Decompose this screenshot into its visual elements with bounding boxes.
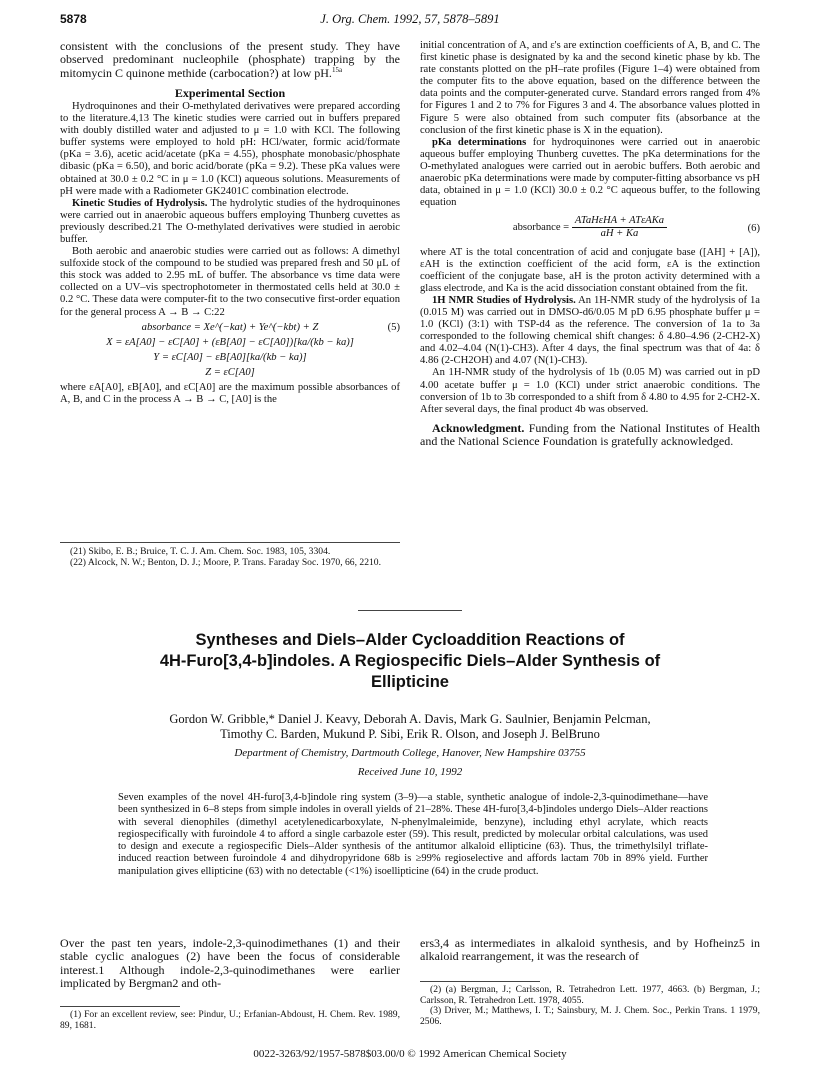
affiliation: Department of Chemistry, Dartmouth College, Hanover, New Hampshire 03755 bbox=[234, 747, 586, 759]
equation-line: X = εA[A0] − εC[A0] + (εB[A0] − εC[A0])[ka/(kb − ka)] bbox=[106, 336, 354, 348]
body-right: ers3,4 as intermediates in alkaloid synthesis, and by Hofheinz5 in alkaloid rearrangement, it was the research of bbox=[420, 936, 760, 964]
footnote: (2) (a) Bergman, J.; Carlsson, R. Tetrahedron Lett. 1977, 4663. (b) Bergman, J.; Carlsson, R. Tetrahedron Lett. 1978, 4055. bbox=[420, 984, 760, 1006]
received-date: Received June 10, 1992 bbox=[357, 766, 463, 778]
intro-paragraph: consistent with the conclusions of the present study. They have observed predominant nucleophile (phosphate) trapping by the mitomycin C quinone methide (carbocation?) at low pH.$^{15a}$ bbox=[60, 39, 400, 80]
equation-line: Z = εC[A0] bbox=[205, 366, 255, 378]
abstract: Seven examples of the novel 4H-furo[3,4-b]indole ring system (3–9)—a stable, synthetic analogue of indole-2,3-quinodimethane—have been synthesized in 6–8 steps from simple indoles in overall yields of 21–28%. These 4H-furo[3,4-b]indoles undergo Diels–Alder reactions with several dienophiles (dimethyl acetylenedicarboxylate, N-phenylmaleimide, benzyne), including ethyl acrylate, which reacts regiospecifically with furoindole 4 to afford a single carbazole ester (59). This result, predicted by molecular orbital calculations, was used to design and execute a regiospecific Diels–Alder synthesis of the antitumor alkaloid ellipticine (63). Thus, the trimethylsilyl triflate-induced reaction between furoindole 4 and dihydropyridone 68b is ≥99% regioselective and affords lactam 70b in 89% yield. Further manipulation gives ellipticine (63) with no detectable (<1%) isoellipticine (64) in the crude product. bbox=[118, 792, 708, 877]
left-column bbox=[60, 40, 400, 406]
running-header bbox=[60, 12, 760, 28]
paragraph: Hydroquinones and their O-methylated derivatives were prepared according to the literature.4,13 The kinetic studies were carried out in buffers prepared with doubly distilled water and adjusted to μ = 1.0 with KCl. The following buffer systems were employed to hold pH: HCl/water, formic acid/formate (pKa = 3.6), acetic acid/acetate (pKa = 4.55), phosphate monobasic/phosphate dibasic (pKa = 6.50), and boric acid/borate (pKa = 9.2). These pKa values were obtained at 30.0 ± 0.2 °C in μ = 1.0 (KCl) aqueous solutions. Measurements of pH were made with a Radiometer GK2401C combination electrode. bbox=[60, 100, 400, 197]
article-separator bbox=[358, 610, 462, 611]
page-number: 5878 bbox=[60, 12, 87, 26]
paragraph: 1H NMR Studies of Hydrolysis. An 1H-NMR study of the hydrolysis of 1a (0.015 M) was carried out in DMSO-d6/0.05 M pD 6.95 phosphate buffer μ = 1.0 (KCl) (3:1) with TSP-d4 as the reference. The conversion of 1a to 3a corresponded to the following chemical shift changes: δ 4.80–4.96 (2-CH2-X) and 4.02–4.04 (N(1)-CH3). After 4 days, the final spectrum was that of 4a: δ 4.86 (2-CH2OH) and 4.07 (N(1)-CH3). bbox=[420, 294, 760, 367]
paragraph: pKa determinations for hydroquinones were carried out in anaerobic aqueous buffer employing Thunberg cuvettes. The pKa determinations for the O-methylated analogues were carried out in aerobic buffers. Both aerobic and anaerobic pKa determinations were made by computer-fitting absorbance vs pH data, obtained in μ = 1.0 (KCl) 30.0 ± 0.2 °C aqueous buffer, to the following equation bbox=[420, 136, 760, 209]
footnote-divider bbox=[60, 1006, 180, 1007]
body-left-footnote: (1) For an excellent review, see: Pindur, U.; Erfanian-Abdoust, H. Chem. Rev. 1989, 89, 1681. bbox=[60, 1009, 400, 1031]
equation-number: (5) bbox=[387, 321, 400, 333]
equation-line: Y = εC[A0] − εB[A0][ka/(kb − ka)] bbox=[153, 351, 307, 363]
footnote-divider bbox=[420, 981, 540, 982]
right-column bbox=[420, 40, 760, 449]
equation-6: absorbance = $\frac{\text{ATaHεHA + ATεAKa}}{aH + Ka}$ (6) bbox=[512, 215, 760, 240]
left-footnotes bbox=[60, 547, 400, 568]
paragraph: Kinetic Studies of Hydrolysis. The hydrolytic studies of the hydroquinones were carried out in anaerobic aqueous buffers employing Thunberg cuvettes as previously described.21 The O-methylated derivatives were studied in aerobic buffer. bbox=[60, 197, 400, 246]
footnote: (3) Driver, M.; Matthews, I. T.; Sainsbury, M. J. Chem. Soc., Perkin Trans. 1 1979, 2506. bbox=[420, 1005, 760, 1027]
paragraph: initial concentration of A, and ε's are extinction coefficients of A, B, and C. The first kinetic phase is designated by ka and the second kinetic phase by kb. The rate constants plotted on the pH–rate profiles (Figure 1–4) were obtained from the computer fits to the above equation, based on the difference between the data points and the computer-generated curve. Standard errors ranged from 4% for Figures 1 and 2 to 7% for Figures 3 and 4. The absorbance values plotted in Figure 5 were also obtained from such computer fits (absorbance at the conclusion of the first kinetic phase is X in the equation). bbox=[420, 40, 760, 136]
section-heading: Experimental Section bbox=[174, 85, 286, 100]
article-title: Syntheses and Diels–Alder Cycloaddition Reactions of 4H-Furo[3,4-b]indoles. A Regiospecific Diels–Alder Synthesis of Ellipticine bbox=[159, 631, 661, 691]
body-left: Over the past ten years, indole-2,3-quinodimethanes (1) and their stable cyclic analogues (2) have been the focus of considerable interest.1 Although indole-2,3-quinodimethanes were earlier implicated by Bergman2 and oth- bbox=[60, 936, 400, 991]
footnote: (21) Skibo, E. B.; Bruice, T. C. J. Am. Chem. Soc. 1983, 105, 3304. bbox=[70, 546, 331, 557]
acknowledgment: Acknowledgment. Funding from the National Institutes of Health and the National Science Foundation is gratefully acknowledged. bbox=[420, 420, 761, 449]
paragraph: where εA[A0], εB[A0], and εC[A0] are the maximum possible absorbances of A, B, and C in the process A → B → C, [A0] is the bbox=[60, 382, 400, 406]
journal-citation: J. Org. Chem. 1992, 57, 5878–5891 bbox=[320, 12, 500, 26]
footnote-divider bbox=[60, 542, 400, 543]
footnote: (22) Alcock, N. W.; Benton, D. J.; Moore, P. Trans. Faraday Soc. 1970, 66, 2210. bbox=[70, 556, 381, 568]
paragraph: where AT is the total concentration of acid and conjugate base ([AH] + [A]), εAH is the extinction coefficient of the acid form, εA is the extinction coefficient of the conjugate base, aH is the proton activity determined with a glass electrode, and Ka is the acid dissociation constant obtained from the fit. bbox=[420, 246, 760, 294]
paragraph: An 1H-NMR study of the hydrolysis of 1b (0.05 M) was carried out in pD 4.00 acetate buffer μ = 1.0 (KCl) under strict anaerobic conditions. The conversion of 1b to 3b corresponded to a shift from δ 4.80 to 4.95 for 2-CH2-X. After several days, the final product 4b was observed. bbox=[420, 367, 760, 415]
paragraph: Both aerobic and anaerobic studies were carried out as follows: A dimethyl sulfoxide stock of the compound to be studied was prepared fresh and 50 μL of this stock was added to 2.95 mL of buffer. The absorbance vs time data were collected on a UV–vis spectrophotometer in thermostated cells held at 30.0 ± 0.2 °C. These data were computer-fit to the two consecutive first-order equation for the general process A → B → C:22 bbox=[60, 246, 400, 318]
body-right-footnotes bbox=[420, 985, 760, 1027]
author-list: Gordon W. Gribble,* Daniel J. Keavy, Deborah A. Davis, Mark G. Saulnier, Benjamin Pelcman, Timothy C. Barden, Mukund P. Sibi, Erik R. Olson, and Joseph J. BelBruno bbox=[169, 712, 651, 741]
equation-number: (6) bbox=[747, 223, 760, 235]
equation-fraction: $\frac{\text{ATaHεHA + ATεAKa}}{aH + Ka}$ bbox=[572, 215, 667, 240]
equation-5: absorbance = Xe^(−kat) + Ye^(−kbt) + Z (5) bbox=[141, 321, 400, 333]
copyright-line: 0022-3263/92/1957-5878$03.00/0 © 1992 American Chemical Society bbox=[253, 1048, 567, 1060]
